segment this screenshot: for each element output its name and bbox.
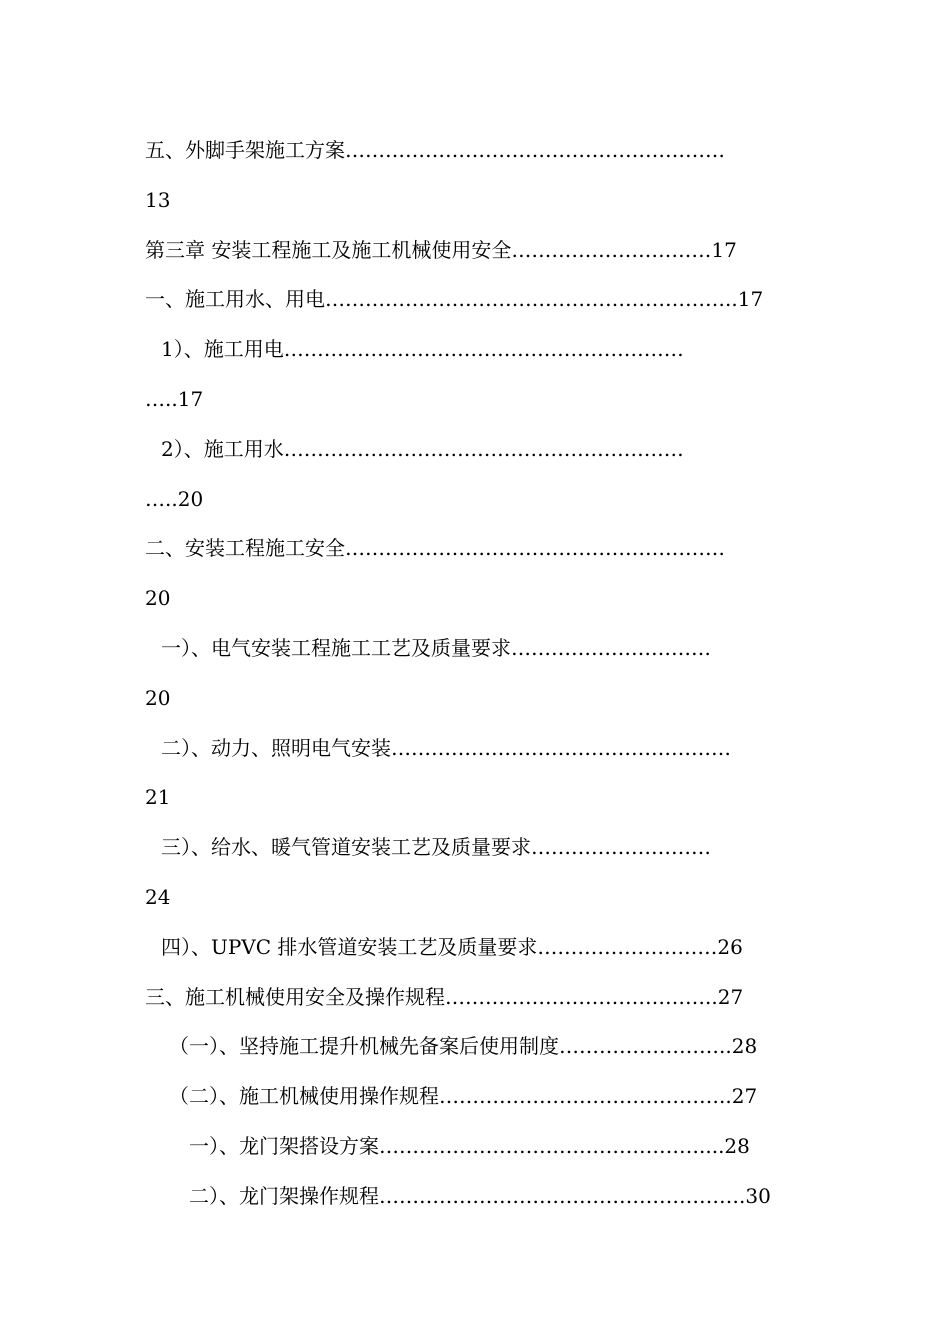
toc-entry-machinery-safety: 三、施工机械使用安全及操作规程…………………………………..27 xyxy=(145,984,744,1009)
toc-entry-water-electricity: 一、施工用水、用电……………………………………………………..17 xyxy=(145,287,764,312)
toc-entry-registration-system: （一）、坚持施工提升机械先备案后使用制度……………………..28 xyxy=(169,1034,758,1059)
toc-page-number: 13 xyxy=(145,187,171,212)
toc-entry-electrical-installation: 一）、电气安装工程施工工艺及质量要求………………………… xyxy=(161,635,711,660)
toc-page-number: …..17 xyxy=(145,386,204,411)
toc-entry-scaffolding: 五、外脚手架施工方案………………………………………………… xyxy=(145,138,725,162)
toc-page-number: 24 xyxy=(145,884,171,909)
table-of-contents xyxy=(145,132,825,1228)
toc-entry-water: 2）、施工用水…………………………………………………… xyxy=(161,436,684,461)
toc-entry-power-lighting: 二）、动力、照明电气安装…………………………………………… xyxy=(161,735,731,760)
toc-entry-gantry-setup: 一）、龙门架搭设方案…………………………………………....28 xyxy=(189,1133,750,1158)
toc-page-number: 20 xyxy=(145,586,171,611)
toc-entry-upvc-drainage: 四）、UPVC 排水管道安装工艺及质量要求………………………26 xyxy=(161,934,743,959)
toc-page-number: …..20 xyxy=(145,486,204,511)
toc-entry-chapter-3: 第三章 安装工程施工及施工机械使用安全…………………………17 xyxy=(145,237,737,262)
toc-entry-machinery-procedures: （二）、施工机械使用操作规程……………………………………..27 xyxy=(169,1084,758,1109)
toc-page-number: 21 xyxy=(145,785,171,810)
toc-page-number: 20 xyxy=(145,685,171,710)
toc-entry-installation-safety: 二、安装工程施工安全………………………………………………… xyxy=(145,536,725,561)
toc-entry-gantry-operation: 二）、龙门架操作规程……………………………………………….30 xyxy=(189,1183,771,1208)
toc-entry-water-heating-pipes: 三）、给水、暖气管道安装工艺及质量要求……………………… xyxy=(161,835,711,860)
toc-entry-electricity: 1）、施工用电…………………………………………………… xyxy=(161,337,684,362)
